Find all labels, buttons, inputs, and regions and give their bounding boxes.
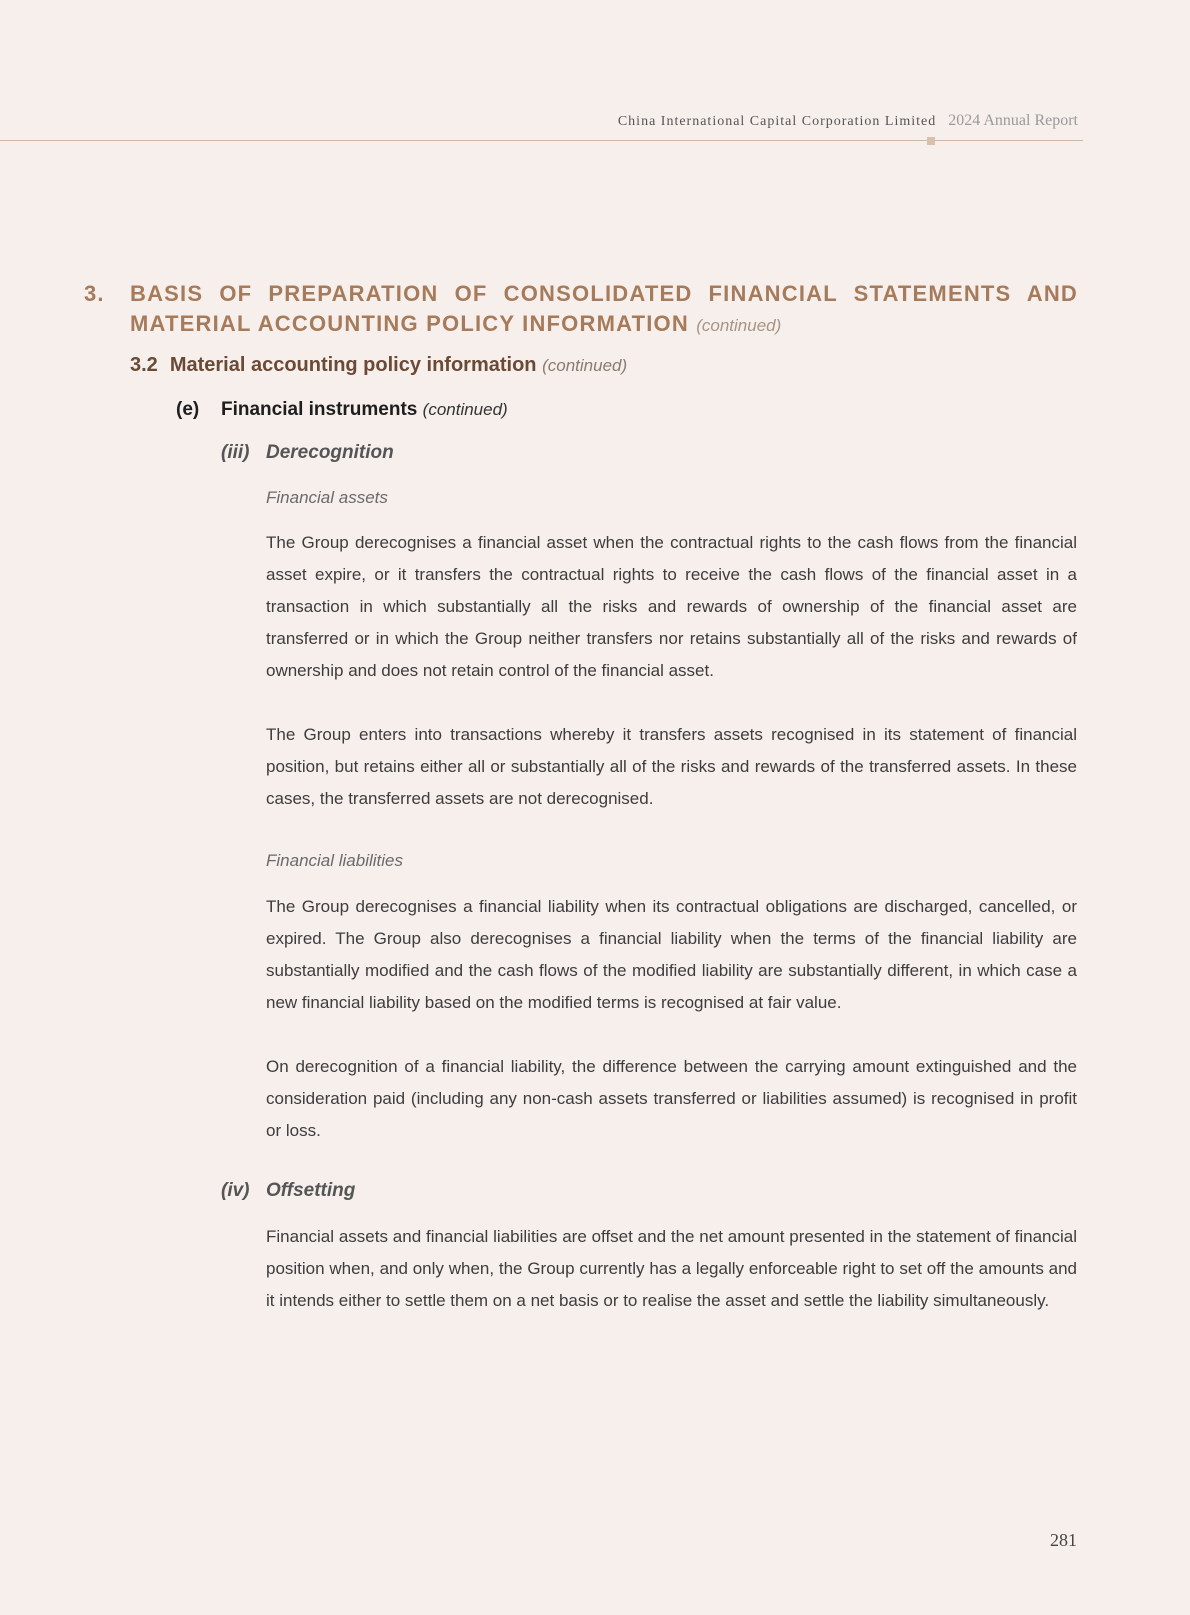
financial-assets-paragraph-2: The Group enters into transactions whereby it transfers assets recognised in its statement of financial position, but retains either all or substantially all of the risks and rewards of the transferred assets. In these cases, the transferred assets are not derecognised.	[266, 725, 1077, 808]
derecognition-heading	[221, 442, 394, 464]
header-company: China International Capital Corporation Limited	[617, 114, 937, 129]
derecognition-label: (iii)	[221, 442, 250, 463]
offsetting-label: (iv)	[221, 1180, 250, 1201]
header-square-marker	[927, 137, 935, 145]
section-number: 3.	[84, 281, 105, 306]
page-number: 281	[1050, 1530, 1077, 1550]
financial-assets-paragraph-1: The Group derecognises a financial asset when the contractual rights to the cash flows from the financial asset expire, or it transfers the contractual rights to receive the cash flows of the financial asset in a transaction in which substantially all the risks and rewards of ownership of the financial asset are transferred or in which the Group neither transfers nor retains substantially all of the risks and rewards of ownership and does not retain control of the financial asset.	[266, 533, 1077, 680]
header-rule	[0, 140, 1083, 141]
section-title: BASIS OF PREPARATION OF CONSOLIDATED FINANCIAL STATEMENTS AND MATERIAL ACCOUNTING POLICY INFORMATION	[130, 281, 1078, 336]
item-title: Financial instruments	[221, 399, 418, 420]
derecognition-title: Derecognition	[266, 442, 394, 463]
financial-liabilities-heading: Financial liabilities	[266, 851, 404, 870]
item-heading	[176, 399, 508, 421]
item-continued: (continued)	[422, 400, 508, 419]
financial-liabilities-paragraph-1: The Group derecognises a financial liability when its contractual obligations are discharged, cancelled, or expired. The Group also derecognises a financial liability when the terms of the financial liability are substantially modified and the cash flows of the modified liability are substantially different, in which case a new financial liability based on the modified terms is recognised at fair value.	[266, 897, 1077, 1012]
item-label: (e)	[176, 399, 200, 420]
offsetting-heading	[221, 1180, 355, 1202]
subsection-continued: (continued)	[542, 356, 628, 375]
subsection-title: Material accounting policy information	[169, 354, 537, 376]
section-continued: (continued)	[696, 316, 782, 335]
offsetting-title: Offsetting	[266, 1180, 356, 1201]
section-title-block	[130, 279, 1078, 341]
section-heading	[84, 279, 1078, 341]
running-header	[0, 112, 1078, 130]
subsection-number: 3.2	[130, 354, 158, 376]
header-report-title: 2024 Annual Report	[948, 112, 1078, 129]
subsection-heading	[130, 354, 627, 377]
financial-liabilities-paragraph-2: On derecognition of a financial liability, the difference between the carrying amount extinguished and the consideration paid (including any non-cash assets transferred or liabilities assumed) is recognised in profit or loss.	[266, 1057, 1077, 1140]
offsetting-paragraph: Financial assets and financial liabilities are offset and the net amount presented in the statement of financial position when, and only when, the Group currently has a legally enforceable right to set off the amounts and it intends either to settle them on a net basis or to realise the asset and settle the liability simultaneously.	[266, 1227, 1077, 1310]
financial-assets-heading: Financial assets	[266, 488, 388, 507]
